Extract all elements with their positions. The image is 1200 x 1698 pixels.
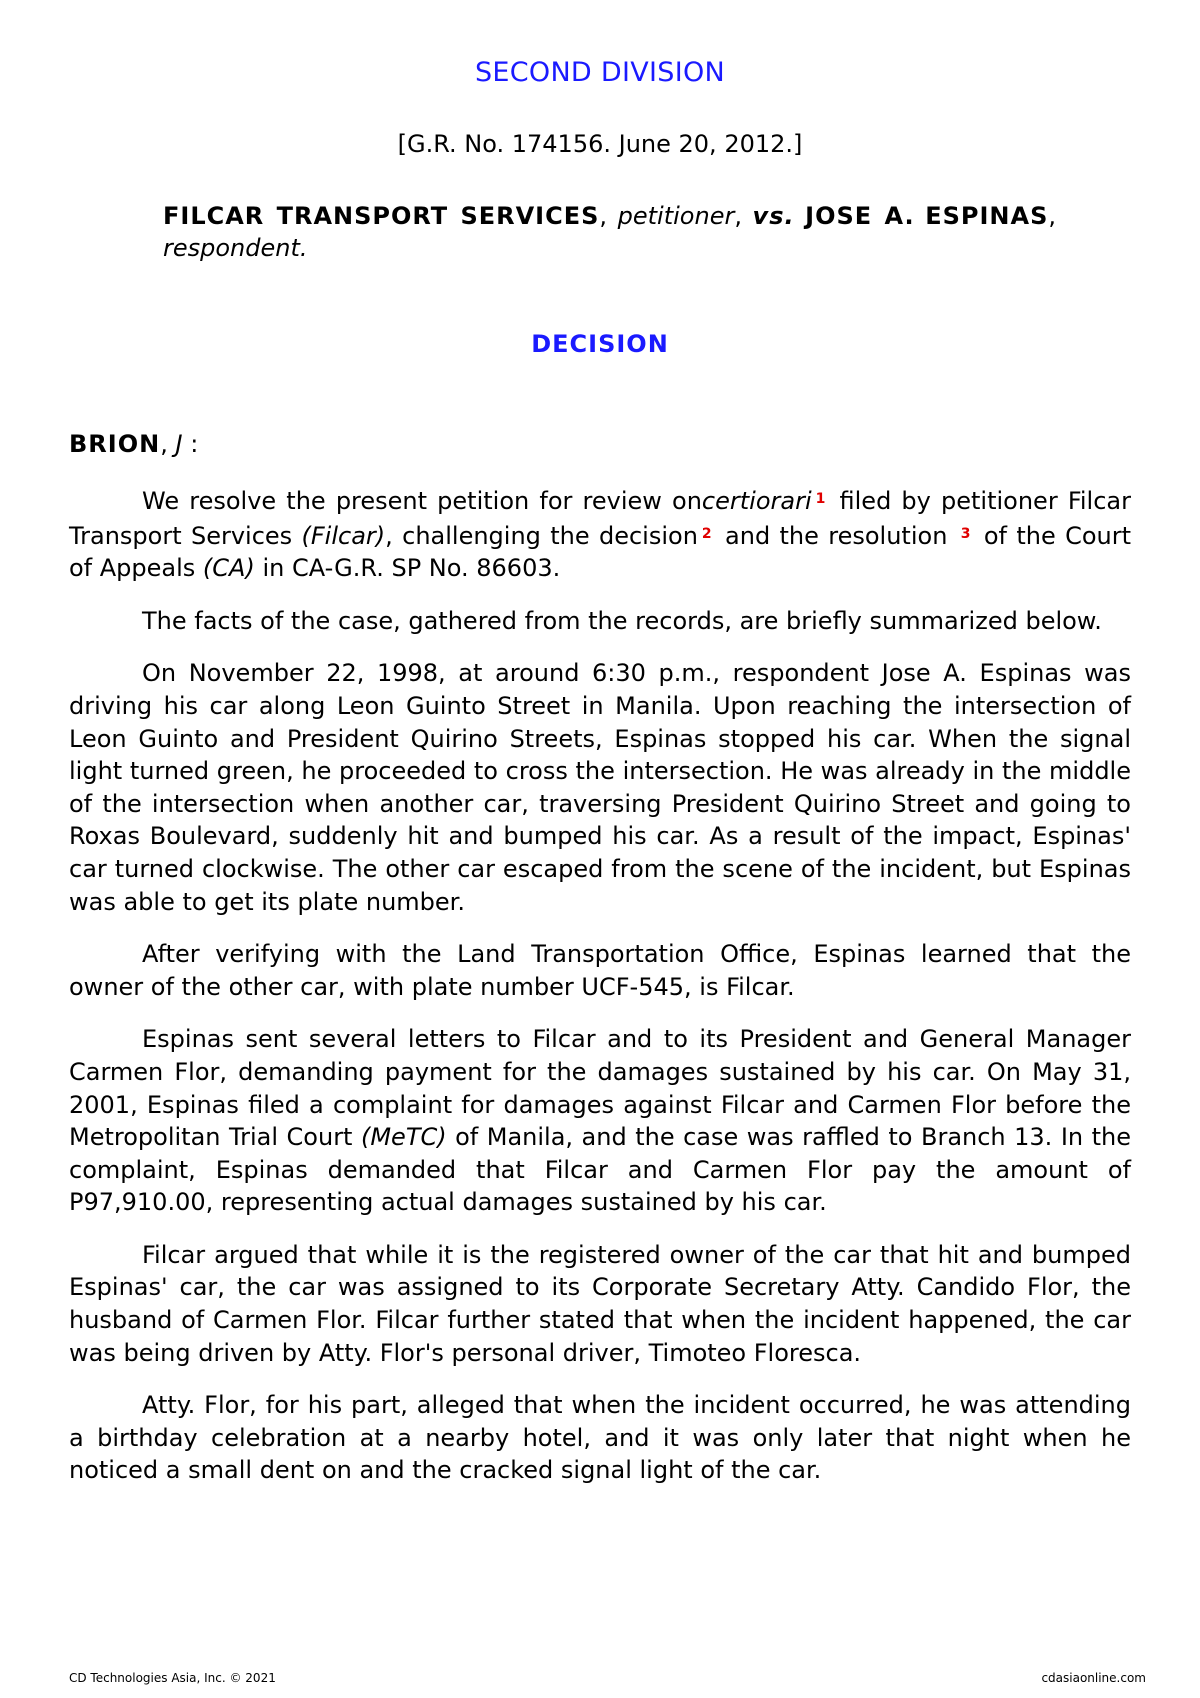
ponente: BRION, J :: [69, 430, 199, 458]
footer-copyright: CD Technologies Asia, Inc. © 2021: [69, 1671, 276, 1685]
division-heading: SECOND DIVISION: [474, 57, 726, 88]
paragraph-6: Filcar argued that while it is the registered owner of the car that hit and bumped Espinas' car, the car was assigned to its Corporate Secretary Atty. Candido Flor, the husband of Carmen Flor. Filcar further stated that when the incident happened, the car was being driven by Atty. Flor's personal driver, Timoteo Floresca.: [69, 1240, 1131, 1367]
footnote-3-link[interactable]: 3: [960, 525, 971, 542]
footnote-2-link[interactable]: 2: [701, 525, 712, 542]
case-parties: FILCAR TRANSPORT SERVICES, petitioner, vs. JOSE A. ESPINAS, respondent.: [163, 202, 1056, 262]
case-number: [G.R. No. 174156. June 20, 2012.]: [397, 130, 803, 158]
paragraph-1-text-f: in CA-G.R. SP No. 86603.: [254, 554, 561, 583]
paragraph-2: The facts of the case, gathered from the records, are briefly summarized below.: [142, 606, 1102, 635]
ponente-title: J: [175, 430, 183, 458]
petitioner-role: petitioner: [617, 202, 735, 230]
metc-abbrev: (MeTC): [360, 1123, 447, 1152]
footnote-1-link[interactable]: 1: [815, 491, 826, 507]
decision-body: [69, 483, 1131, 1507]
paragraph-4: After verifying with the Land Transportation Office, Espinas learned that the owner of the other car, with plate number UCF-545, is Filcar.: [69, 940, 1131, 1001]
ponente-name: BRION: [69, 430, 161, 458]
paragraph-1-text-c: , challenging the decision: [385, 521, 698, 550]
footer-website[interactable]: cdasiaonline.com: [1041, 1671, 1146, 1685]
respondent-name-1: JOSE A.: [805, 202, 915, 230]
paragraph-3: On November 22, 1998, at around 6:30 p.m., respondent Jose A. Espinas was driving his car along Leon Guinto Street in Manila. Upon reaching the intersection of Leon Guinto and President Quirino Streets, Espinas stopped his car. When the signal light turned green, he proceeded to cross the intersection. He was already in the middle of the intersection when another car, traversing President Quirino Street and going to Roxas Boulevard, suddenly hit and bumped his car. As a result of the impact, Espinas' car turned clockwise. The other car escaped from the scene of the incident, but Espinas was able to get its plate number.: [69, 659, 1131, 916]
ponente-suffix: :: [190, 430, 199, 458]
versus: vs.: [752, 202, 795, 230]
paragraph-1: [69, 483, 1131, 585]
respondent-role: respondent: [163, 234, 300, 262]
petitioner-name: FILCAR TRANSPORT SERVICES: [163, 202, 600, 230]
paragraph-5: [69, 1023, 1131, 1219]
paragraph-1-text-d: and the resolution: [715, 521, 957, 550]
paragraph-7: Atty. Flor, for his part, alleged that when the incident occurred, he was attending a birthday celebration at a nearby hotel, and it was only later that night when he noticed a small dent on and the cracked signal light of the car.: [69, 1391, 1131, 1485]
decision-heading: DECISION: [531, 330, 669, 358]
ca-abbrev: (CA): [202, 554, 255, 583]
respondent-name-2: ESPINAS: [925, 202, 1049, 230]
paragraph-5-text-b: of Manila, and the case was raffled to Branch 13. In the complaint, Espinas demanded that Filcar and Carmen Flor pay the amount of P97,910.00, representing actual damages sustained by his car.: [69, 1123, 1131, 1217]
paragraph-5-text-a: Espinas sent several letters to Filcar and to its President and General Manager Carmen Flor, demanding payment for the damages sustained by his car. On May 31, 2001, Espinas filed a complaint for damages against Filcar and Carmen Flor before the Metropolitan Trial Court: [69, 1025, 1131, 1152]
paragraph-1-text-b: filed by petitioner Filcar Transport Services: [69, 487, 1131, 550]
paragraph-1-text-e: of the Court of Appeals: [69, 521, 1131, 583]
certiorari-term: certiorari: [701, 487, 812, 515]
paragraph-1-text-a: We resolve the present petition for review on: [142, 487, 702, 515]
filcar-abbrev: (Filcar): [301, 521, 386, 550]
